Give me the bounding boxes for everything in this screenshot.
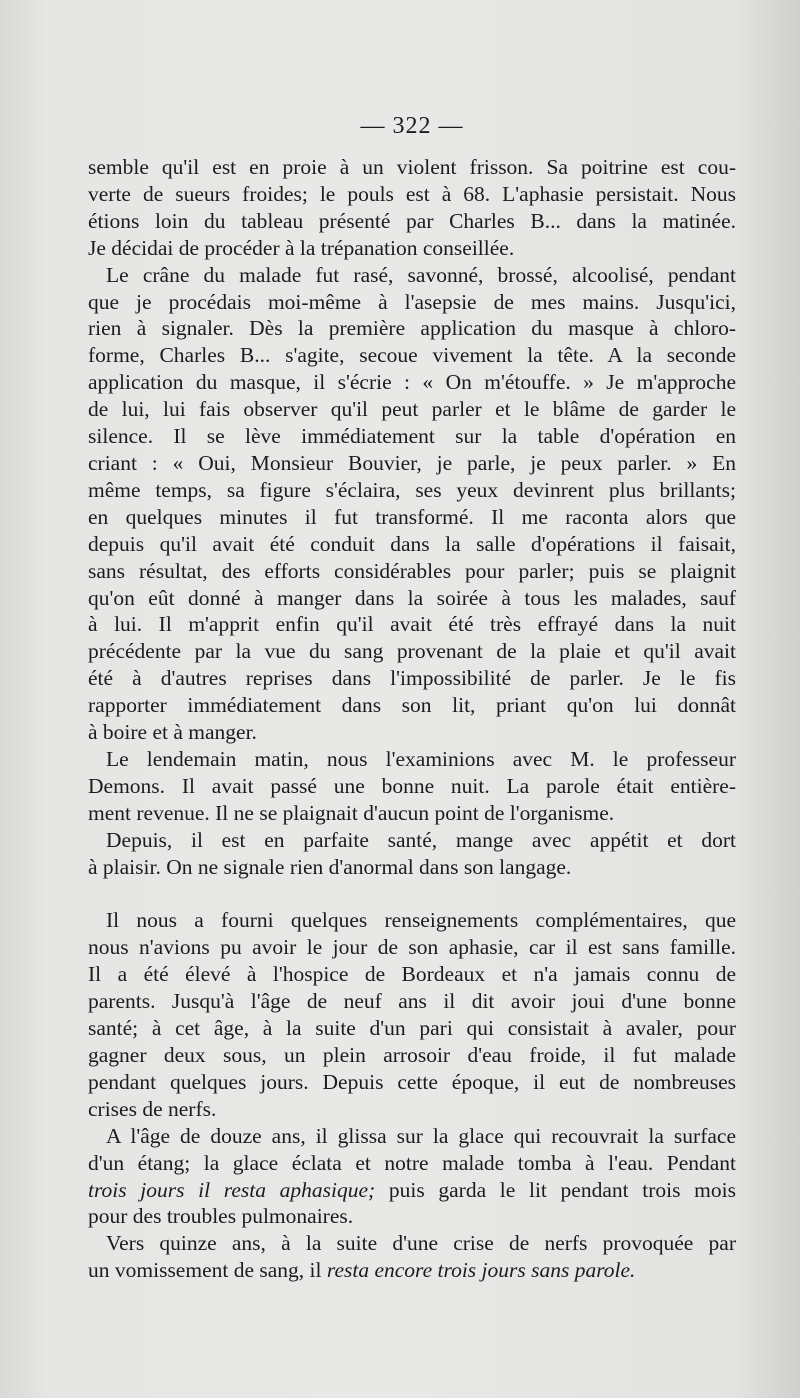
text-body	[88, 154, 736, 1284]
text-line: Il nous a fourni quelques renseignements complémentaires, que	[106, 908, 736, 933]
paragraph	[88, 827, 736, 881]
text-line: que je procédais moi-même à l'asepsie de mes mains. Jusqu'ici,	[88, 289, 736, 314]
text-line: rien à signaler. Dès la première application du masque à chloro-	[88, 316, 736, 341]
paragraph	[88, 1230, 736, 1284]
text-line: sans résultat, des efforts considérables pour parler; puis se plaignit	[88, 558, 736, 583]
text-line: Le lendemain matin, nous l'examinions avec M. le professeur	[106, 746, 736, 771]
text-line: nous n'avions pu avoir le jour de son aphasie, car il est sans famille.	[88, 935, 736, 960]
text-line: Le crâne du malade fut rasé, savonné, brossé, alcoolisé, pendant	[106, 262, 736, 287]
paragraph	[88, 1123, 736, 1231]
text-line: Demons. Il avait passé une bonne nuit. La parole était entière-	[88, 773, 736, 798]
text-line: depuis qu'il avait été conduit dans la salle d'opérations il faisait,	[88, 531, 736, 556]
text-line: pour des troubles pulmonaires.	[88, 1204, 354, 1229]
text-line: gagner deux sous, un plein arrosoir d'eau froide, il fut malade	[88, 1043, 736, 1067]
paragraph	[88, 746, 736, 827]
text-line: à lui. Il m'apprit enfin qu'il avait été très effrayé dans la nuit	[88, 612, 736, 637]
text-line: Il a été élevé à l'hospice de Bordeaux et n'a jamais connu de	[88, 962, 736, 987]
text-line: été à d'autres reprises dans l'impossibilité de parler. Je le fis	[88, 666, 736, 691]
text-line: Depuis, il est en parfaite santé, mange avec appétit et dort	[106, 827, 736, 852]
text-line: ment revenue. Il ne se plaignait d'aucun point de l'organisme.	[88, 800, 615, 825]
text-line: en quelques minutes il fut transformé. Il me raconta alors que	[88, 504, 736, 529]
text-line: pendant quelques jours. Depuis cette époque, il eut de nombreuses	[88, 1069, 736, 1094]
paragraph	[88, 262, 736, 746]
text-line: verte de sueurs froides; le pouls est à 68. L'aphasie persistait. Nous	[88, 181, 736, 206]
text-line: criant : « Oui, Monsieur Bouvier, je parle, je peux parler. » En	[88, 450, 736, 475]
text-line: de lui, lui fais observer qu'il peut parler et le blâme de garder le	[88, 397, 736, 422]
text-line: A l'âge de douze ans, il glissa sur la glace qui recouvrait la surface	[106, 1123, 736, 1148]
italic-emphasis: trois jours il resta aphasique;	[88, 1177, 376, 1202]
book-page	[88, 112, 736, 1284]
text-line: forme, Charles B... s'agite, secoue vivement la tête. A la seconde	[88, 343, 736, 368]
section-gap	[88, 880, 736, 907]
text-line: un vomissement de sang, il resta encore trois jours sans parole.	[88, 1258, 636, 1283]
text-line: parents. Jusqu'à l'âge de neuf ans il dit avoir joui d'une bonne	[88, 989, 736, 1014]
italic-emphasis: resta encore trois jours sans parole.	[326, 1258, 636, 1283]
text-line: à plaisir. On ne signale rien d'anormal dans son langage.	[88, 854, 572, 879]
paragraph	[88, 907, 736, 1122]
text-line: à boire et à manger.	[88, 720, 257, 745]
text-line: application du masque, il s'écrie : « On m'étouffe. » Je m'approche	[88, 370, 736, 395]
paragraph	[88, 154, 736, 262]
text-line: qu'on eût donné à manger dans la soirée à tous les malades, sauf	[88, 585, 736, 610]
text-line: rapporter immédiatement dans son lit, priant qu'on lui donnât	[88, 693, 736, 718]
text-line: silence. Il se lève immédiatement sur la table d'opération en	[88, 424, 736, 449]
text-line: étions loin du tableau présenté par Charles B... dans la matinée.	[88, 208, 736, 233]
text-line: d'un étang; la glace éclata et notre malade tomba à l'eau. Pendant	[88, 1150, 736, 1175]
text-line: trois jours il resta aphasique; puis garda le lit pendant trois mois	[88, 1177, 736, 1202]
text-line: Je décidai de procéder à la trépanation conseillée.	[88, 235, 515, 260]
page-number: — 322 —	[360, 113, 464, 139]
text-line: crises de nerfs.	[88, 1096, 217, 1121]
text-line: même temps, sa figure s'éclaira, ses yeux devinrent plus brillants;	[88, 477, 736, 502]
text-line: Vers quinze ans, à la suite d'une crise de nerfs provoquée par	[106, 1231, 736, 1256]
text-line: santé; à cet âge, à la suite d'un pari qui consistait à avaler, pour	[88, 1016, 736, 1041]
text-line: semble qu'il est en proie à un violent frisson. Sa poitrine est cou-	[88, 155, 736, 179]
text-line: précédente par la vue du sang provenant de la plaie et qu'il avait	[88, 639, 736, 664]
